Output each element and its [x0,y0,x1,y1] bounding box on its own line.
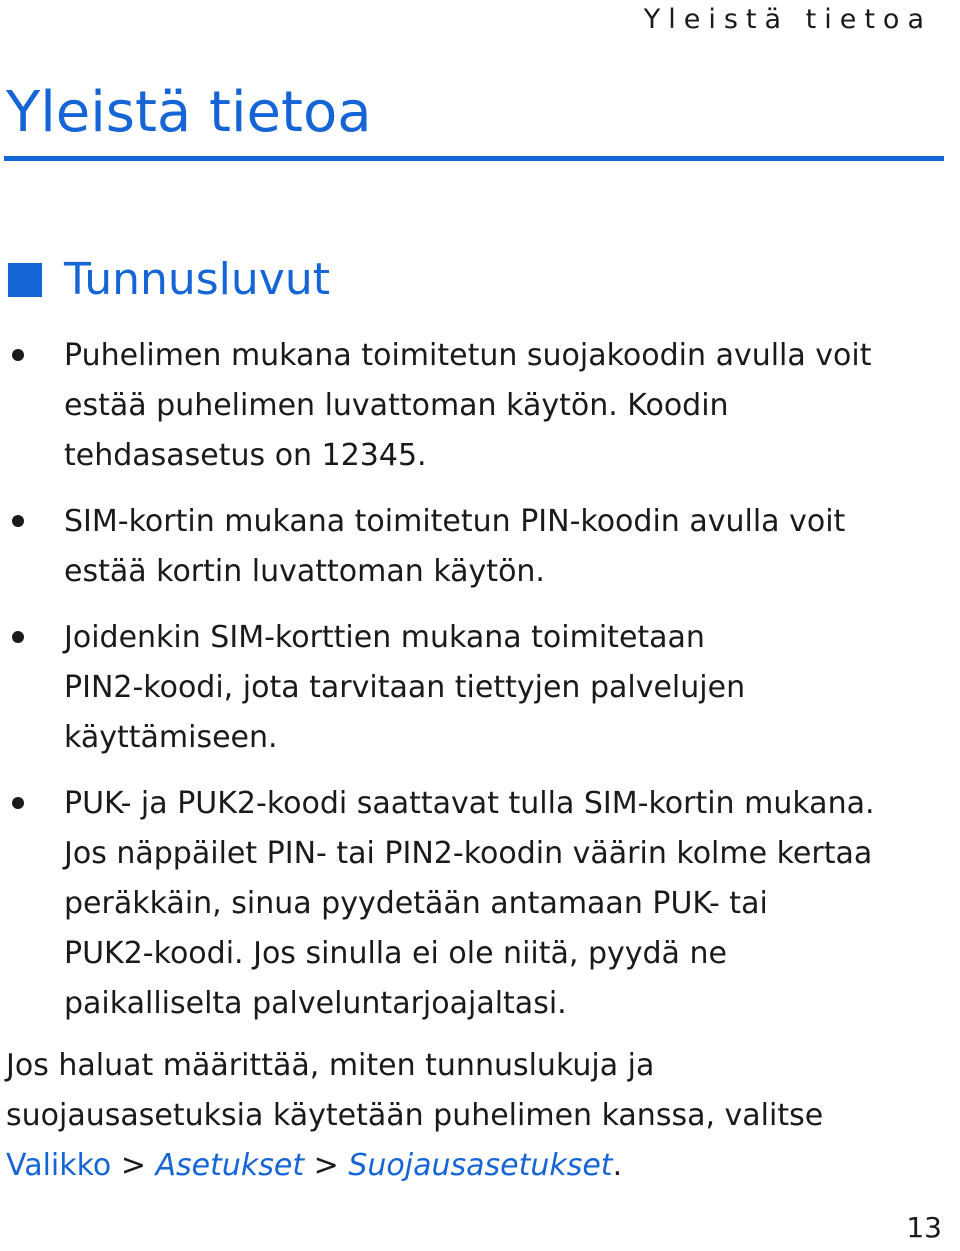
title-divider [4,156,944,161]
sentence-end: . [612,1148,623,1183]
chapter-title: Yleistä tietoa [6,80,372,145]
menu-item-asetukset: Asetukset [155,1148,305,1183]
section-title: Tunnusluvut [64,254,330,305]
bullet-text: Puhelimen mukana toimitetun suojakoodin avulla voit estää puhelimen luvattoman käytön. Koodin tehdasasetus on 12345. [64,338,872,473]
bullet-icon [12,515,24,527]
running-header: Yleistä tietoa [643,4,932,35]
bullet-text: PUK- ja PUK2-koodi saattavat tulla SIM-kortin mukana. [64,786,875,821]
bullet-list [0,331,940,1045]
bullet-icon [12,631,24,643]
bullet-text: Joidenkin SIM-korttien mukana toimitetaan PIN2-koodi, jota tarvitaan tiettyjen palvelujen käyttämiseen. [64,620,746,755]
bullet-icon [12,349,24,361]
menu-item-valikko: Valikko [6,1148,112,1183]
page-number: 13 [906,1211,942,1244]
list-item [0,779,940,1029]
closing-paragraph [6,1041,946,1191]
list-item [0,497,940,597]
list-item [0,613,940,763]
menu-item-suojausasetukset: Suojausasetukset [348,1148,613,1183]
closing-line: suojausasetuksia käytetään puhelimen kanssa, valitse [6,1098,824,1133]
bullet-icon [12,797,24,809]
section-square-icon [8,263,42,297]
menu-path-separator: > [111,1148,156,1183]
list-item [0,331,940,481]
bullet-text: SIM-kortin mukana toimitetun PIN-koodin avulla voit estää kortin luvattoman käytön. [64,504,846,589]
bullet-continuation-text: Jos näppäilet PIN- tai PIN2-koodin väärin kolme kertaa peräkkäin, sinua pyydetään antamaan PUK- tai PUK2-koodi. Jos sinulla ei ole niitä, pyydä ne paikalliselta palveluntarjoajaltasi. [64,836,873,1021]
closing-line: Jos haluat määrittää, miten tunnuslukuja ja [6,1048,655,1083]
menu-path-separator: > [304,1148,349,1183]
section-heading [8,250,330,310]
menu-path [6,1141,946,1191]
